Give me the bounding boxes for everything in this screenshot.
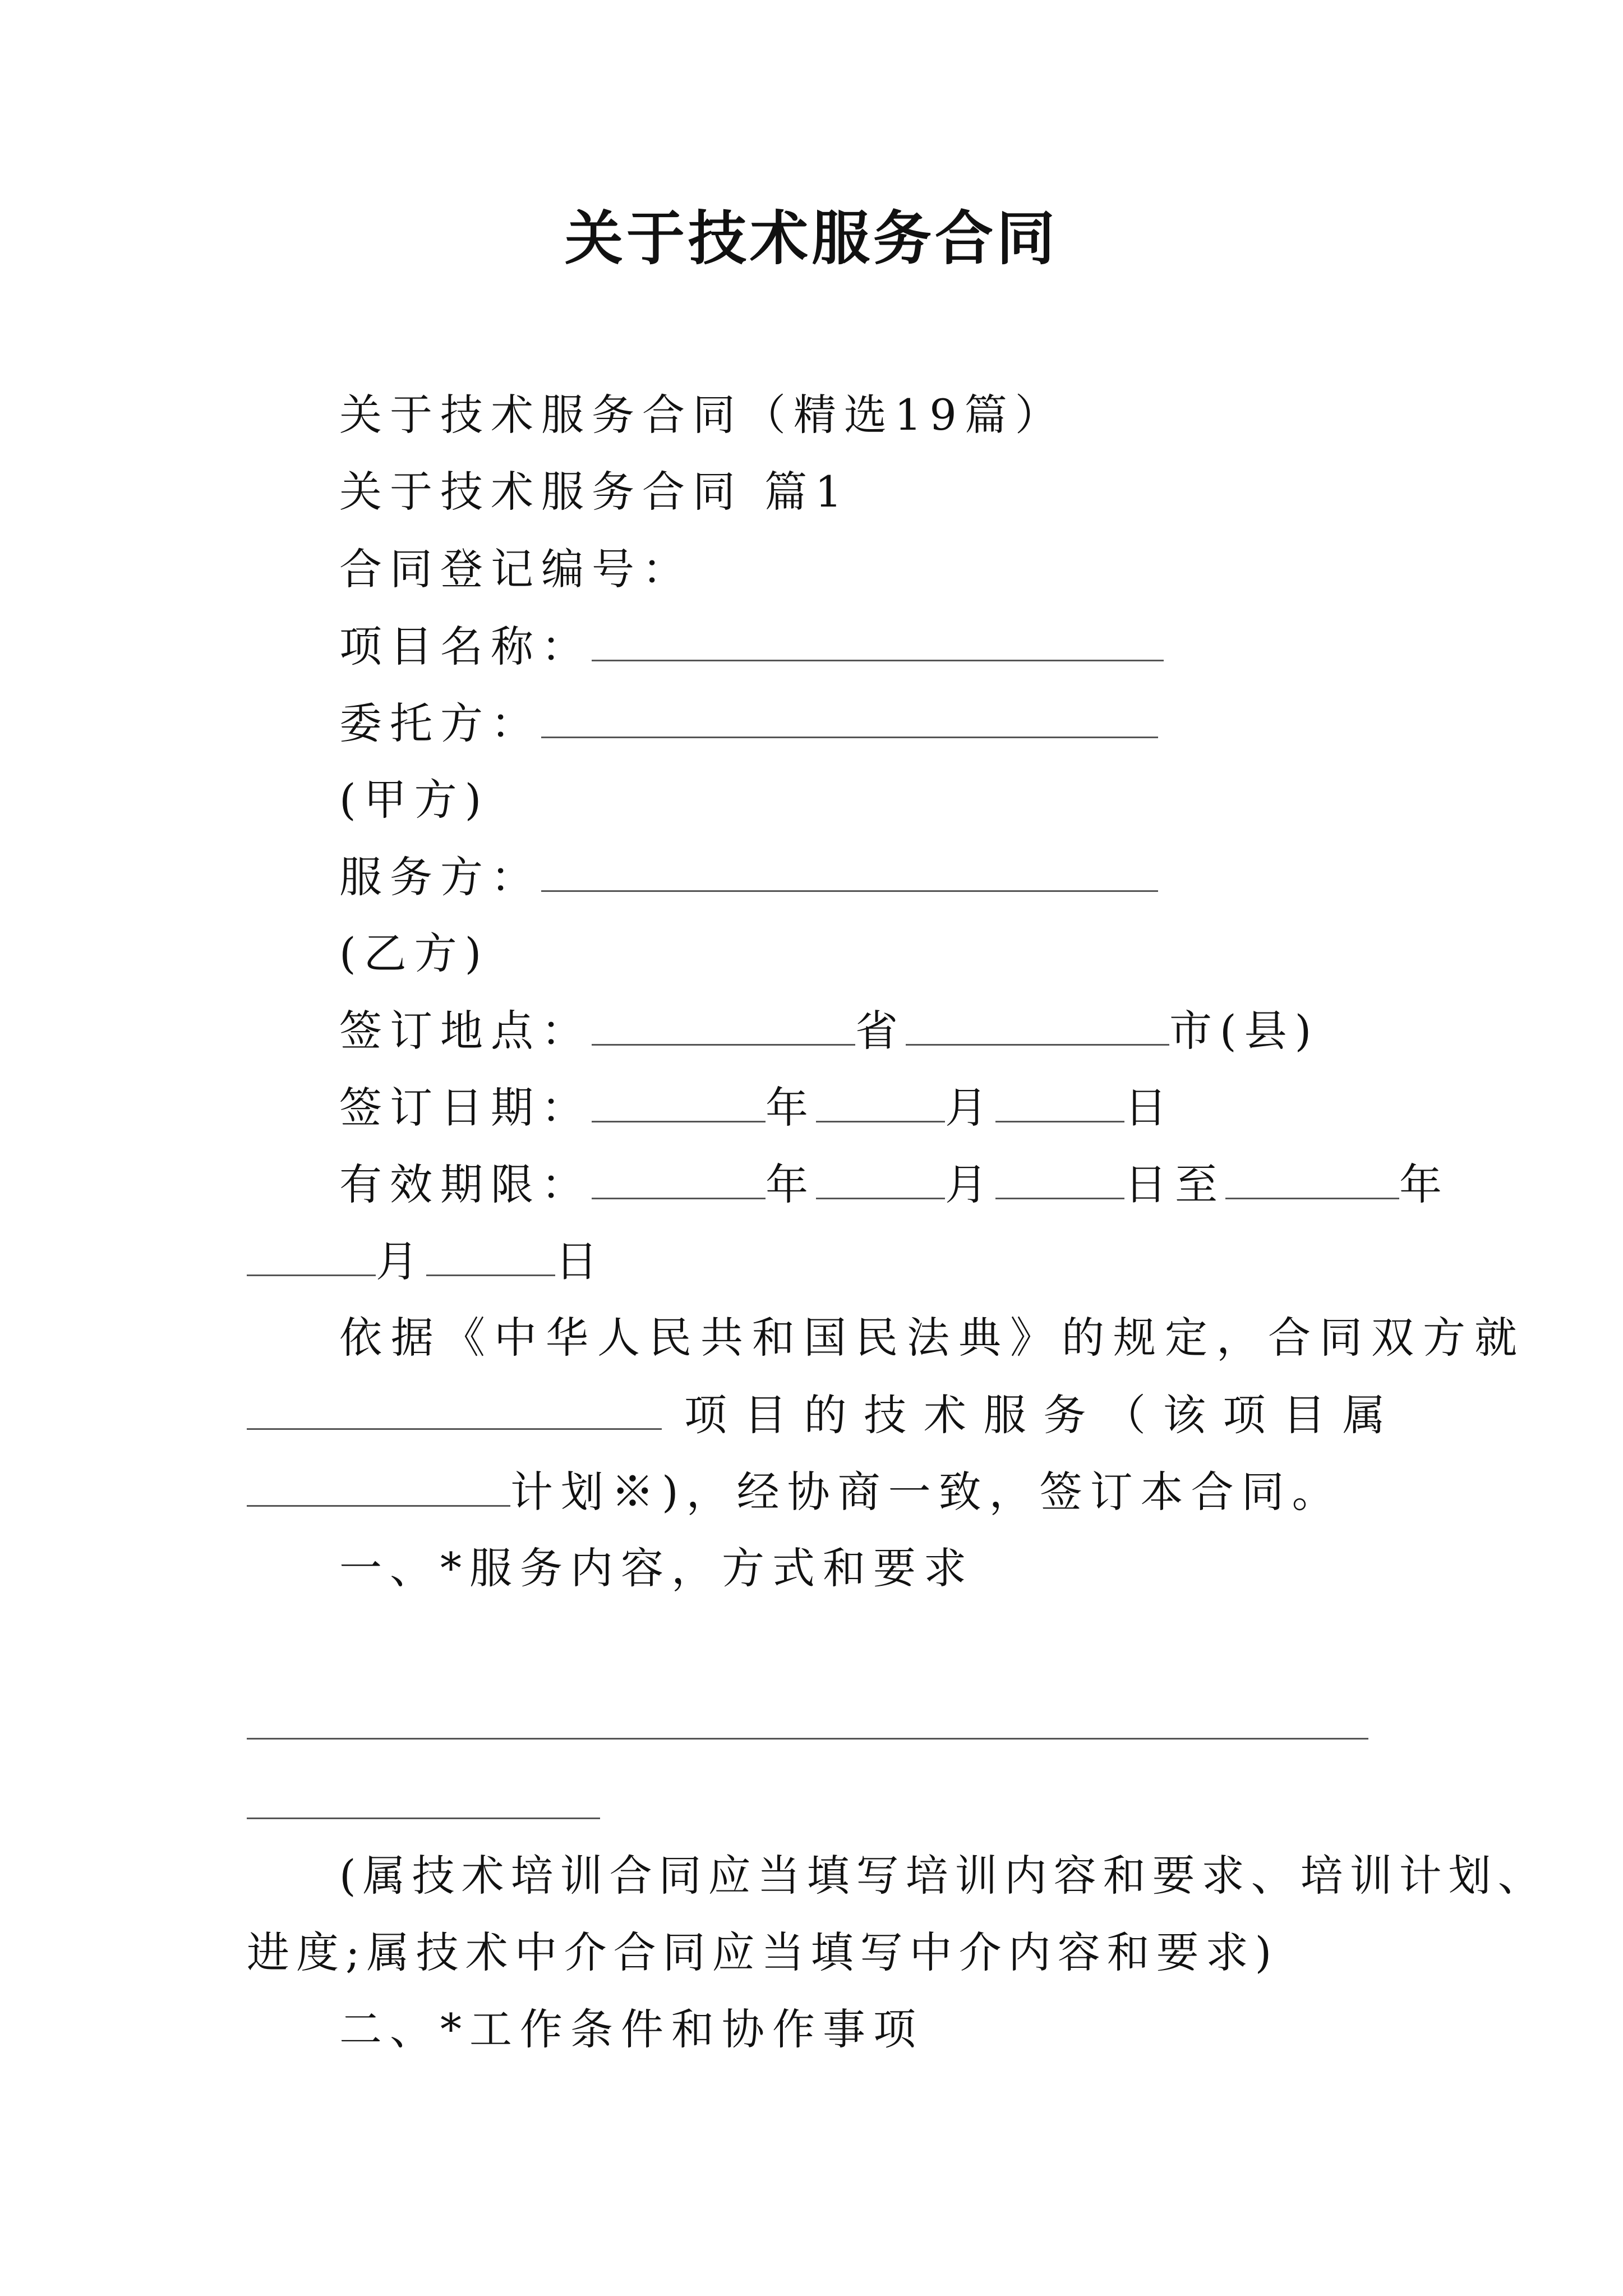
month-label: 月 bbox=[376, 1236, 426, 1286]
sign-day-blank[interactable] bbox=[995, 1079, 1124, 1122]
service-content-blank-1[interactable] bbox=[247, 1738, 1368, 1740]
intro-word: 术 bbox=[923, 1390, 966, 1440]
province-label: 省 bbox=[855, 1006, 906, 1056]
sign-date-row bbox=[339, 1079, 1175, 1136]
year-label: 年 bbox=[1399, 1159, 1450, 1209]
valid-end-month-blank[interactable] bbox=[247, 1233, 376, 1276]
month-label: 月 bbox=[945, 1083, 995, 1133]
note-line-1: (属技术培训合同应当填写培训内容和要求、培训计划、 bbox=[339, 1851, 1547, 1901]
client-row bbox=[339, 695, 1158, 752]
subtitle: 关于技术服务合同（精选19篇） bbox=[339, 390, 1066, 440]
valid-period-label: 有效期限： bbox=[339, 1159, 592, 1209]
intro-word: 项 bbox=[684, 1390, 727, 1440]
project-name-row bbox=[339, 618, 1164, 675]
intro-word: 目 bbox=[744, 1390, 787, 1440]
provider-label: 服务方： bbox=[339, 852, 541, 902]
party-b-label: (乙方) bbox=[339, 928, 490, 978]
valid-period-row bbox=[339, 1156, 1450, 1213]
valid-start-day-blank[interactable] bbox=[995, 1156, 1124, 1199]
intro-line-1: 依据《中华人民共和国民法典》的规定，合同双方就 bbox=[339, 1313, 1526, 1363]
valid-start-month-blank[interactable] bbox=[816, 1156, 945, 1199]
client-label: 委托方： bbox=[339, 698, 541, 748]
service-content-blank-2[interactable] bbox=[247, 1818, 600, 1819]
city-blank[interactable] bbox=[906, 1002, 1169, 1046]
intro-word: （ bbox=[1103, 1390, 1146, 1440]
valid-end-day-blank[interactable] bbox=[426, 1233, 555, 1276]
intro-word: 属 bbox=[1342, 1390, 1385, 1440]
day-label: 日 bbox=[555, 1236, 606, 1286]
intro-line-3-text: 计划※)，经协商一致，签订本合同。 bbox=[510, 1467, 1343, 1517]
registration-no-label: 合同登记编号： bbox=[339, 544, 693, 594]
intro-word: 该 bbox=[1163, 1390, 1206, 1440]
sign-year-blank[interactable] bbox=[592, 1079, 766, 1122]
intro-line-3 bbox=[247, 1464, 1343, 1520]
intro-line-2 bbox=[247, 1387, 1385, 1443]
document-title: 关于技术服务合同 bbox=[564, 204, 1058, 273]
project-blank-2[interactable] bbox=[247, 1387, 662, 1430]
party-a-label: (甲方) bbox=[339, 775, 490, 825]
plan-blank[interactable] bbox=[247, 1464, 510, 1507]
sign-date-label: 签订日期： bbox=[339, 1083, 592, 1133]
sign-place-row bbox=[339, 1002, 1319, 1059]
sign-month-blank[interactable] bbox=[816, 1079, 945, 1122]
day-label: 日 bbox=[1124, 1083, 1175, 1133]
year-label: 年 bbox=[766, 1159, 816, 1209]
article-heading: 关于技术服务合同 篇1 bbox=[339, 467, 850, 517]
city-label: 市(县) bbox=[1169, 1006, 1320, 1056]
intro-line-2-words bbox=[684, 1387, 1385, 1443]
project-name-blank[interactable] bbox=[592, 618, 1164, 661]
intro-word: 目 bbox=[1283, 1390, 1326, 1440]
intro-word: 务 bbox=[1043, 1390, 1086, 1440]
note-line-2: 进度;属技术中介合同应当填写中介内容和要求) bbox=[247, 1927, 1279, 1977]
provider-row bbox=[339, 849, 1158, 905]
intro-word: 的 bbox=[804, 1390, 847, 1440]
sign-place-label: 签订地点： bbox=[339, 1006, 592, 1056]
valid-start-year-blank[interactable] bbox=[592, 1156, 766, 1199]
province-blank[interactable] bbox=[592, 1002, 855, 1046]
valid-end-year-blank[interactable] bbox=[1225, 1156, 1399, 1199]
provider-blank[interactable] bbox=[541, 849, 1158, 892]
year-label: 年 bbox=[766, 1083, 816, 1133]
intro-word: 项 bbox=[1223, 1390, 1266, 1440]
section-2-heading: 二、*工作条件和协作事项 bbox=[339, 2004, 924, 2054]
client-blank[interactable] bbox=[541, 695, 1158, 738]
valid-period-row-cont bbox=[247, 1233, 606, 1290]
day-to-label: 日至 bbox=[1124, 1159, 1225, 1209]
project-name-label: 项目名称： bbox=[339, 622, 592, 671]
section-1-heading: 一、*服务内容，方式和要求 bbox=[339, 1543, 974, 1593]
intro-word: 服 bbox=[983, 1390, 1026, 1440]
intro-word: 技 bbox=[864, 1390, 907, 1440]
month-label: 月 bbox=[945, 1159, 995, 1209]
